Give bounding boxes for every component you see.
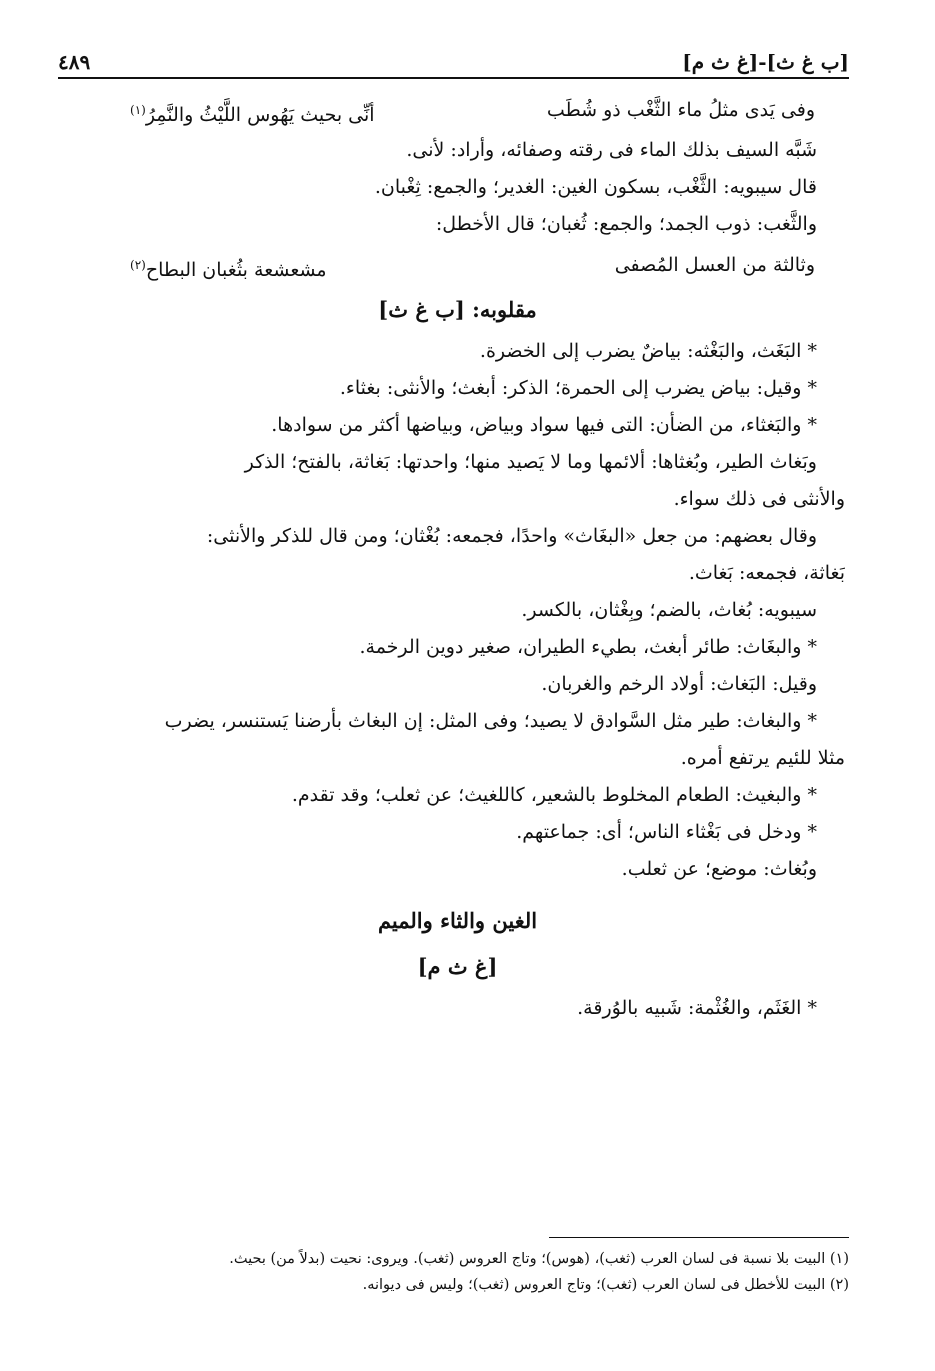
text-line: والأنثى فى ذلك سواء. [673,488,845,510]
footnote-2: (٢) البيت للأخطل فى لسان العرب (ثغب)؛ وتاج العروس (ثغب)؛ وليس فى ديوانه. [362,1277,849,1293]
footnote-rule [549,1237,849,1238]
verse-2 [70,243,845,287]
text-line: * الغَثَم، والغُثْمة: شَبيه بالوُرقة. [577,997,817,1019]
footnote-1: (١) البيت بلا نسبة فى لسان العرب (ثغب)، (هوس)؛ وتاج العروس (ثغب). ويروى: نحيت (بدلاً من) بحيث. [229,1251,849,1267]
text-line: مثلا للئيم يرتفع أمره. [680,747,845,769]
page-header [58,36,849,74]
footnote-ref-1: (١) [130,103,146,117]
chapter-heading: الغين والثاء والميم [377,908,538,933]
text-line: * البَغَث، والبَغْثه: بياضٌ يضرب إلى الخضرة. [479,340,817,362]
text-line: * والبغاث: طير مثل السَّوادق لا يصيد؛ وفى المثل: إن البغاث بأرضنا يَستنسر، يضرب [164,710,817,732]
text-line: سيبويه: بُغاث، بالضم؛ وبِغْثان، بالكسر. [521,599,817,621]
verse-2-first-hemistich: وثالثة من العسل المُصفى [614,254,815,276]
text-line: والثَّغب: ذوب الجمد؛ والجمع: ثُغبان؛ قال الأخطل: [435,213,817,235]
verse-2-second-text: مشعشعة بثُغبان البطاح [145,259,327,282]
text-line: وبَغاث الطير، وبُغثاها: ألائمها وما لا يَصيد منها؛ واحدتها: بَغاثة، بالفتح؛ الذكر [244,451,817,473]
page-number: ٤٨٩ [58,50,91,74]
text-line: * والبَغثاء، من الضأن: التى فيها سواد وبياض، وبياضها أكثر من سوادها. [271,414,817,436]
header-rule [58,77,849,79]
verse-1-second-hemistich [130,88,375,132]
text-line: قال سيبويه: الثَّغْب، بسكون الغين: الغدير؛ والجمع: ثِغْبان. [374,176,817,198]
text-line: وبُغاث: موضع؛ عن ثعلب. [621,858,817,880]
verse-2-second-hemistich [130,243,327,287]
text-line: وقيل: البَغاث: أولاد الرخم والغربان. [541,673,817,695]
verse-1-first-hemistich: وفى يَدى مثلُ ماء الثَّغْب ذو شُطَب [546,99,815,121]
text-line: * والبغَاث: طائر أبغث، بطيء الطيران، صغير دوين الرخمة. [359,636,817,658]
spacer [70,888,845,898]
text-line: وقال بعضهم: من جعل «البغَاث» واحدًا، فجمعه: بُغْثان؛ ومن قال للذكر والأنثى: [206,525,817,547]
footnote-ref-2: (٢) [130,258,146,272]
verse-1-second-text: أنِّى بحيث يَهُوس اللَّيْثُ والنَّمِرُ [145,104,375,127]
footnotes [60,1246,849,1298]
main-text [70,88,845,1027]
running-title: [ب غ ث]-[غ ث م] [682,50,849,74]
text-line: * والبغيث: الطعام المخلوط بالشعير، كاللغيث؛ عن ثعلب؛ وقد تقدم. [291,784,817,806]
root-heading: [غ ث م] [417,954,498,979]
text-line: شَبَّه السيف بذلك الماء فى رقته وصفائه، وأراد: لأنى. [406,139,817,161]
text-line: * ودخل فى بَغْثاء الناس؛ أى: جماعتهم. [516,821,817,843]
section-heading-inverted: مقلوبه: [ب غ ث] [378,297,537,322]
verse-1 [70,88,845,132]
text-line: بَغاثة، فجمعه: بَغاث. [688,562,845,584]
text-line: * وقيل: بياض يضرب إلى الحمرة؛ الذكر: أبغث؛ والأنثى: بغثاء. [339,377,817,399]
